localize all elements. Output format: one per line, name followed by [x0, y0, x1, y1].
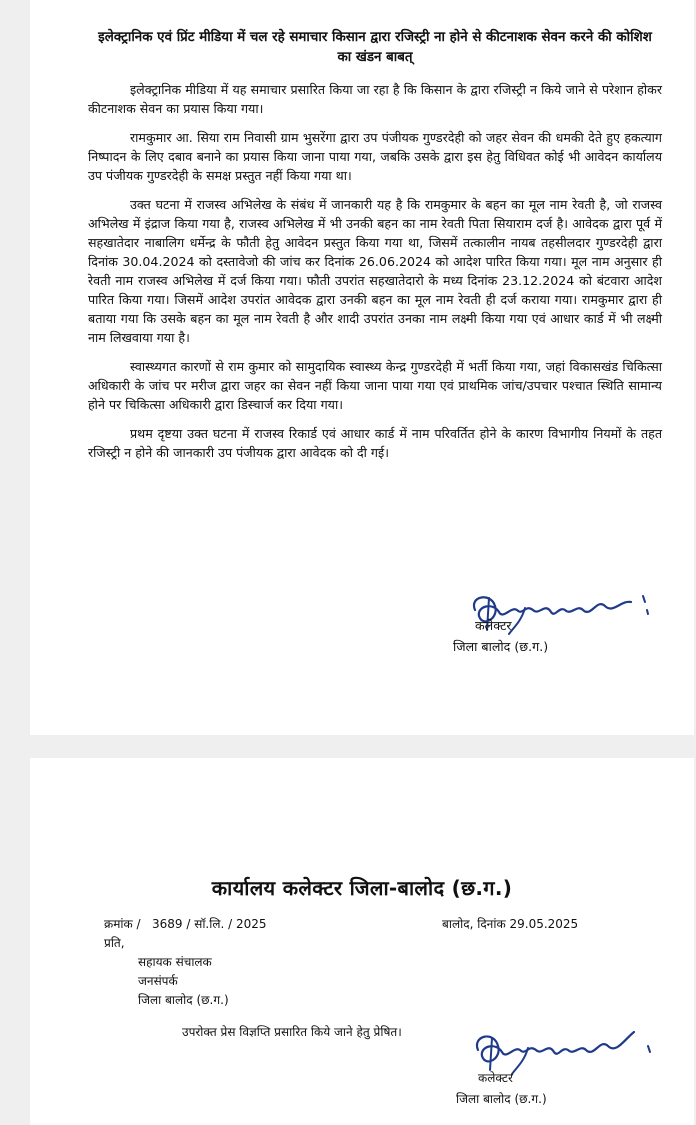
- recipient-line-2: जनसंपर्क: [138, 974, 178, 988]
- place-date: बालोद, दिनांक 29.05.2025: [442, 917, 579, 931]
- paragraph-1: इलेक्ट्रानिक मीडिया में यह समाचार प्रसारित किया जा रहा है कि किसान के द्वारा रजिस्ट्री न किये जाने से परेशान होकर कीटनाशक सेवन का प्रयास किया गया।: [88, 82, 662, 116]
- signature-designation: कलेक्टर: [475, 618, 512, 633]
- document-title: इलेक्ट्रानिक एवं प्रिंट मीडिया में चल रहे समाचार किसान द्वारा रजिस्ट्री ना होने से कीटनाशक सेवन करने की कोशिश का खंडन बाबत्: [98, 30, 652, 65]
- paragraph-3: उक्त घटना में राजस्व अभिलेख के संबंध में जानकारी यह है कि रामकुमार के बहन का मूल नाम रेवती है, जो राजस्व अभिलेख में इंद्राज किया गया है, राजस्व अभिलेख में भी उनकी बहन का नाम रेवती पिता सियाराम दर्ज है। आवेदक द्वारा पूर्व में सहखातेदार नाबालिग धर्मेन्द्र के फौती हेतु आवेदन प्रस्तुत किया गया था, जिसमें तत्कालीन नायब तहसीलदार गुण्डरदेही द्वारा दिनांक 30.04.2024 को दस्तावेजो की जांच कर दिनांक 26.06.2024 को आदेश पारित किया गया। मूल नाम अनुसार ही रेवती नाम राजस्व अभिलेख में दर्ज किया गया। फौती उपरांत सहखातेदारो के मध्य दिनांक 23.12.2024 को बंटवारा आदेश पारित किया गया। जिसमें आदेश उपरांत आवेदक द्वारा उनकी बहन का मूल नाम रेवती ही दर्ज कराया गया। रामकुमार द्वारा ही बताया गया कि उसके बहन का मूल नाम रेवती है और शादी उपरांत उनका नाम लक्ष्मी किया गया एवं आधार कार्ड में भी लक्ष्मी नाम लिखवाया गया है।: [88, 197, 662, 345]
- reference-label: क्रमांक /: [104, 917, 141, 931]
- signature-district: जिला बालोद (छ.ग.): [453, 639, 549, 654]
- paragraph-4: स्वास्थ्यगत कारणों से राम कुमार को सामुदायिक स्वास्थ्य केन्द्र गुण्डरदेही में भर्ती किया गया, जहां विकासखंड चिकित्सा अधिकारी के जांच पर मरीज द्वारा जहर का सेवन नहीं किया जाना पाया गया एवं प्राथमिक जांच/उपचार पश्चात स्थिति सामान्य होने पर चिकित्सा अधिकारी द्वारा डिस्चार्ज कर दिया गया।: [88, 359, 662, 412]
- office-title: कार्यालय कलेक्टर जिला-बालोद (छ.ग.): [211, 876, 513, 900]
- signature-district-2: जिला बालोद (छ.ग.): [456, 1092, 547, 1106]
- reference-number: 3689 / सॉ.लि. / 2025: [152, 917, 267, 931]
- paragraph-5: प्रथम दृष्टया उक्त घटना में राजस्व रिकार्ड एवं आधार कार्ड में नाम परिवर्तित होने के कारण विभागीय नियमों के तहत रजिस्ट्री न होने की जानकारी उप पंजीयक द्वारा आवेदक को दी गई।: [88, 426, 662, 460]
- paragraph-2: रामकुमार आ. सिया राम निवासी ग्राम भुसरेंगा द्वारा उप पंजीयक गुण्डरदेही को जहर सेवन की धमकी देते हुए हकत्याग निष्पादन के लिए दबाव बनाने का प्रयास किया जाना पाया गया, जबकि उसके द्वारा इस हेतु विधिवत कोई भी आवेदन कार्यालय उप पंजीयक गुण्डरदेही के समक्ष प्रस्तुत नहीं किया गया था।: [88, 130, 662, 183]
- document-page-2: [30, 758, 694, 1125]
- document-page-1: [30, 0, 694, 735]
- to-label: प्रति,: [104, 936, 125, 950]
- forward-text: उपरोक्त प्रेस विज्ञप्ति प्रसारित किये जाने हेतु प्रेषित।: [182, 1025, 402, 1039]
- signature-image: [465, 588, 655, 638]
- recipient-line-1: सहायक संचालक: [138, 955, 212, 969]
- recipient-line-3: जिला बालोद (छ.ग.): [138, 993, 229, 1007]
- signature-designation-2: कलेक्टर: [478, 1071, 513, 1085]
